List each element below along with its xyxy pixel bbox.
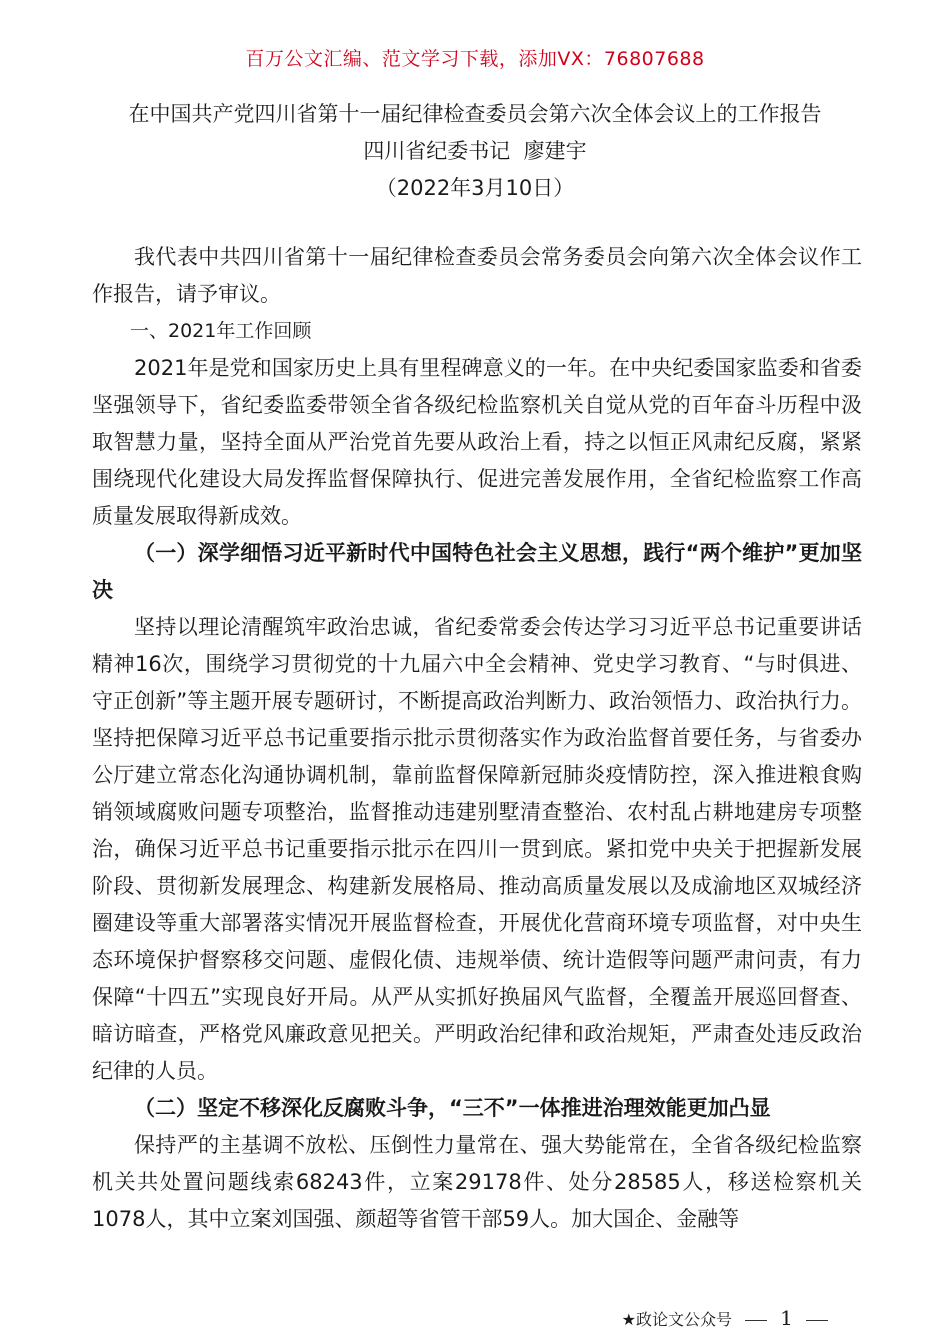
page-number: 1 xyxy=(780,1306,793,1330)
date-line: （2022年3月10日） xyxy=(375,176,575,200)
document-body xyxy=(92,239,862,1238)
body-paragraph: 2021年是党和国家历史上具有里程碑意义的一年。在中央纪委国家监委和省委坚强领导下，省纪委监委带领全省各级纪检监察机关自觉从党的百年奋斗历程中汲取智慧力量，坚持全面从严治党首先要从政治上看，持之以恒正风肃纪反腐，紧紧围绕现代化建设大局发挥监督保障执行、促进完善发展作用，全省纪检监察工作高质量发展取得新成效。 xyxy=(92,356,862,528)
section-heading: 一、2021年工作回顾 xyxy=(130,320,312,342)
footer-source: ★政论文公众号 xyxy=(621,1310,732,1329)
intro-paragraph: 我代表中共四川省第十一届纪律检查委员会常务委员会向第六次全体会议作工作报告，请予审议。 xyxy=(92,245,862,306)
page-footer xyxy=(622,1306,836,1330)
footer-dash xyxy=(806,1320,828,1321)
subsection-heading: （一）深学细悟习近平新时代中国特色社会主义思想，践行“两个维护”更加坚决 xyxy=(92,541,862,602)
body-paragraph: 坚持以理论清醒筑牢政治忠诚，省纪委常委会传达学习习近平总书记重要讲话精神16次，围绕学习贯彻党的十九届六中全会精神、党史学习教育、“与时俱进、守正创新”等主题开展专题研讨，不断提高政治判断力、政治领悟力、政治执行力。坚持把保障习近平总书记重要指示批示贯彻落实作为政治监督首要任务，与省委办公厅建立常态化沟通协调机制，靠前监督保障新冠肺炎疫情防控，深入推进粮食购销领域腐败问题专项整治，监督推动违建别墅清查整治、农村乱占耕地建房专项整治，确保习近平总书记重要指示批示在四川一贯到底。紧扣党中央关于把握新发展阶段、贯彻新发展理念、构建新发展格局、推动高质量发展以及成渝地区双城经济圈建设等重大部署落实情况开展监督检查，开展优化营商环境专项监督，对中央生态环境保护督察移交问题、虚假化债、违规举债、统计造假等问题严肃问责，有力保障“十四五”实现良好开局。从严从实抓好换届风气监督，全覆盖开展巡回督查、暗访暗查，严格党风廉政意见把关。严明政治纪律和政治规矩，严肃查处违反政治纪律的人员。 xyxy=(92,615,862,1083)
document-title-block xyxy=(0,96,950,207)
body-paragraph: 保持严的主基调不放松、压倒性力量常在、强大势能常在，全省各级纪检监察机关共处置问题线索68243件，立案29178件、处分28585人，移送检察机关1078人，其中立案刘国强、颜超等省管干部59人。加大国企、金融等 xyxy=(92,1133,862,1231)
footer-dash xyxy=(745,1320,767,1321)
document-title: 在中国共产党四川省第十一届纪律检查委员会第六次全体会议上的工作报告 xyxy=(128,102,822,126)
author-line: 四川省纪委书记 廖建宇 xyxy=(363,139,587,163)
subsection-heading: （二）坚定不移深化反腐败斗争，“三不”一体推进治理效能更加凸显 xyxy=(134,1096,771,1120)
header-banner: 百万公文汇编、范文学习下载，添加VX：76807688 xyxy=(245,48,705,70)
